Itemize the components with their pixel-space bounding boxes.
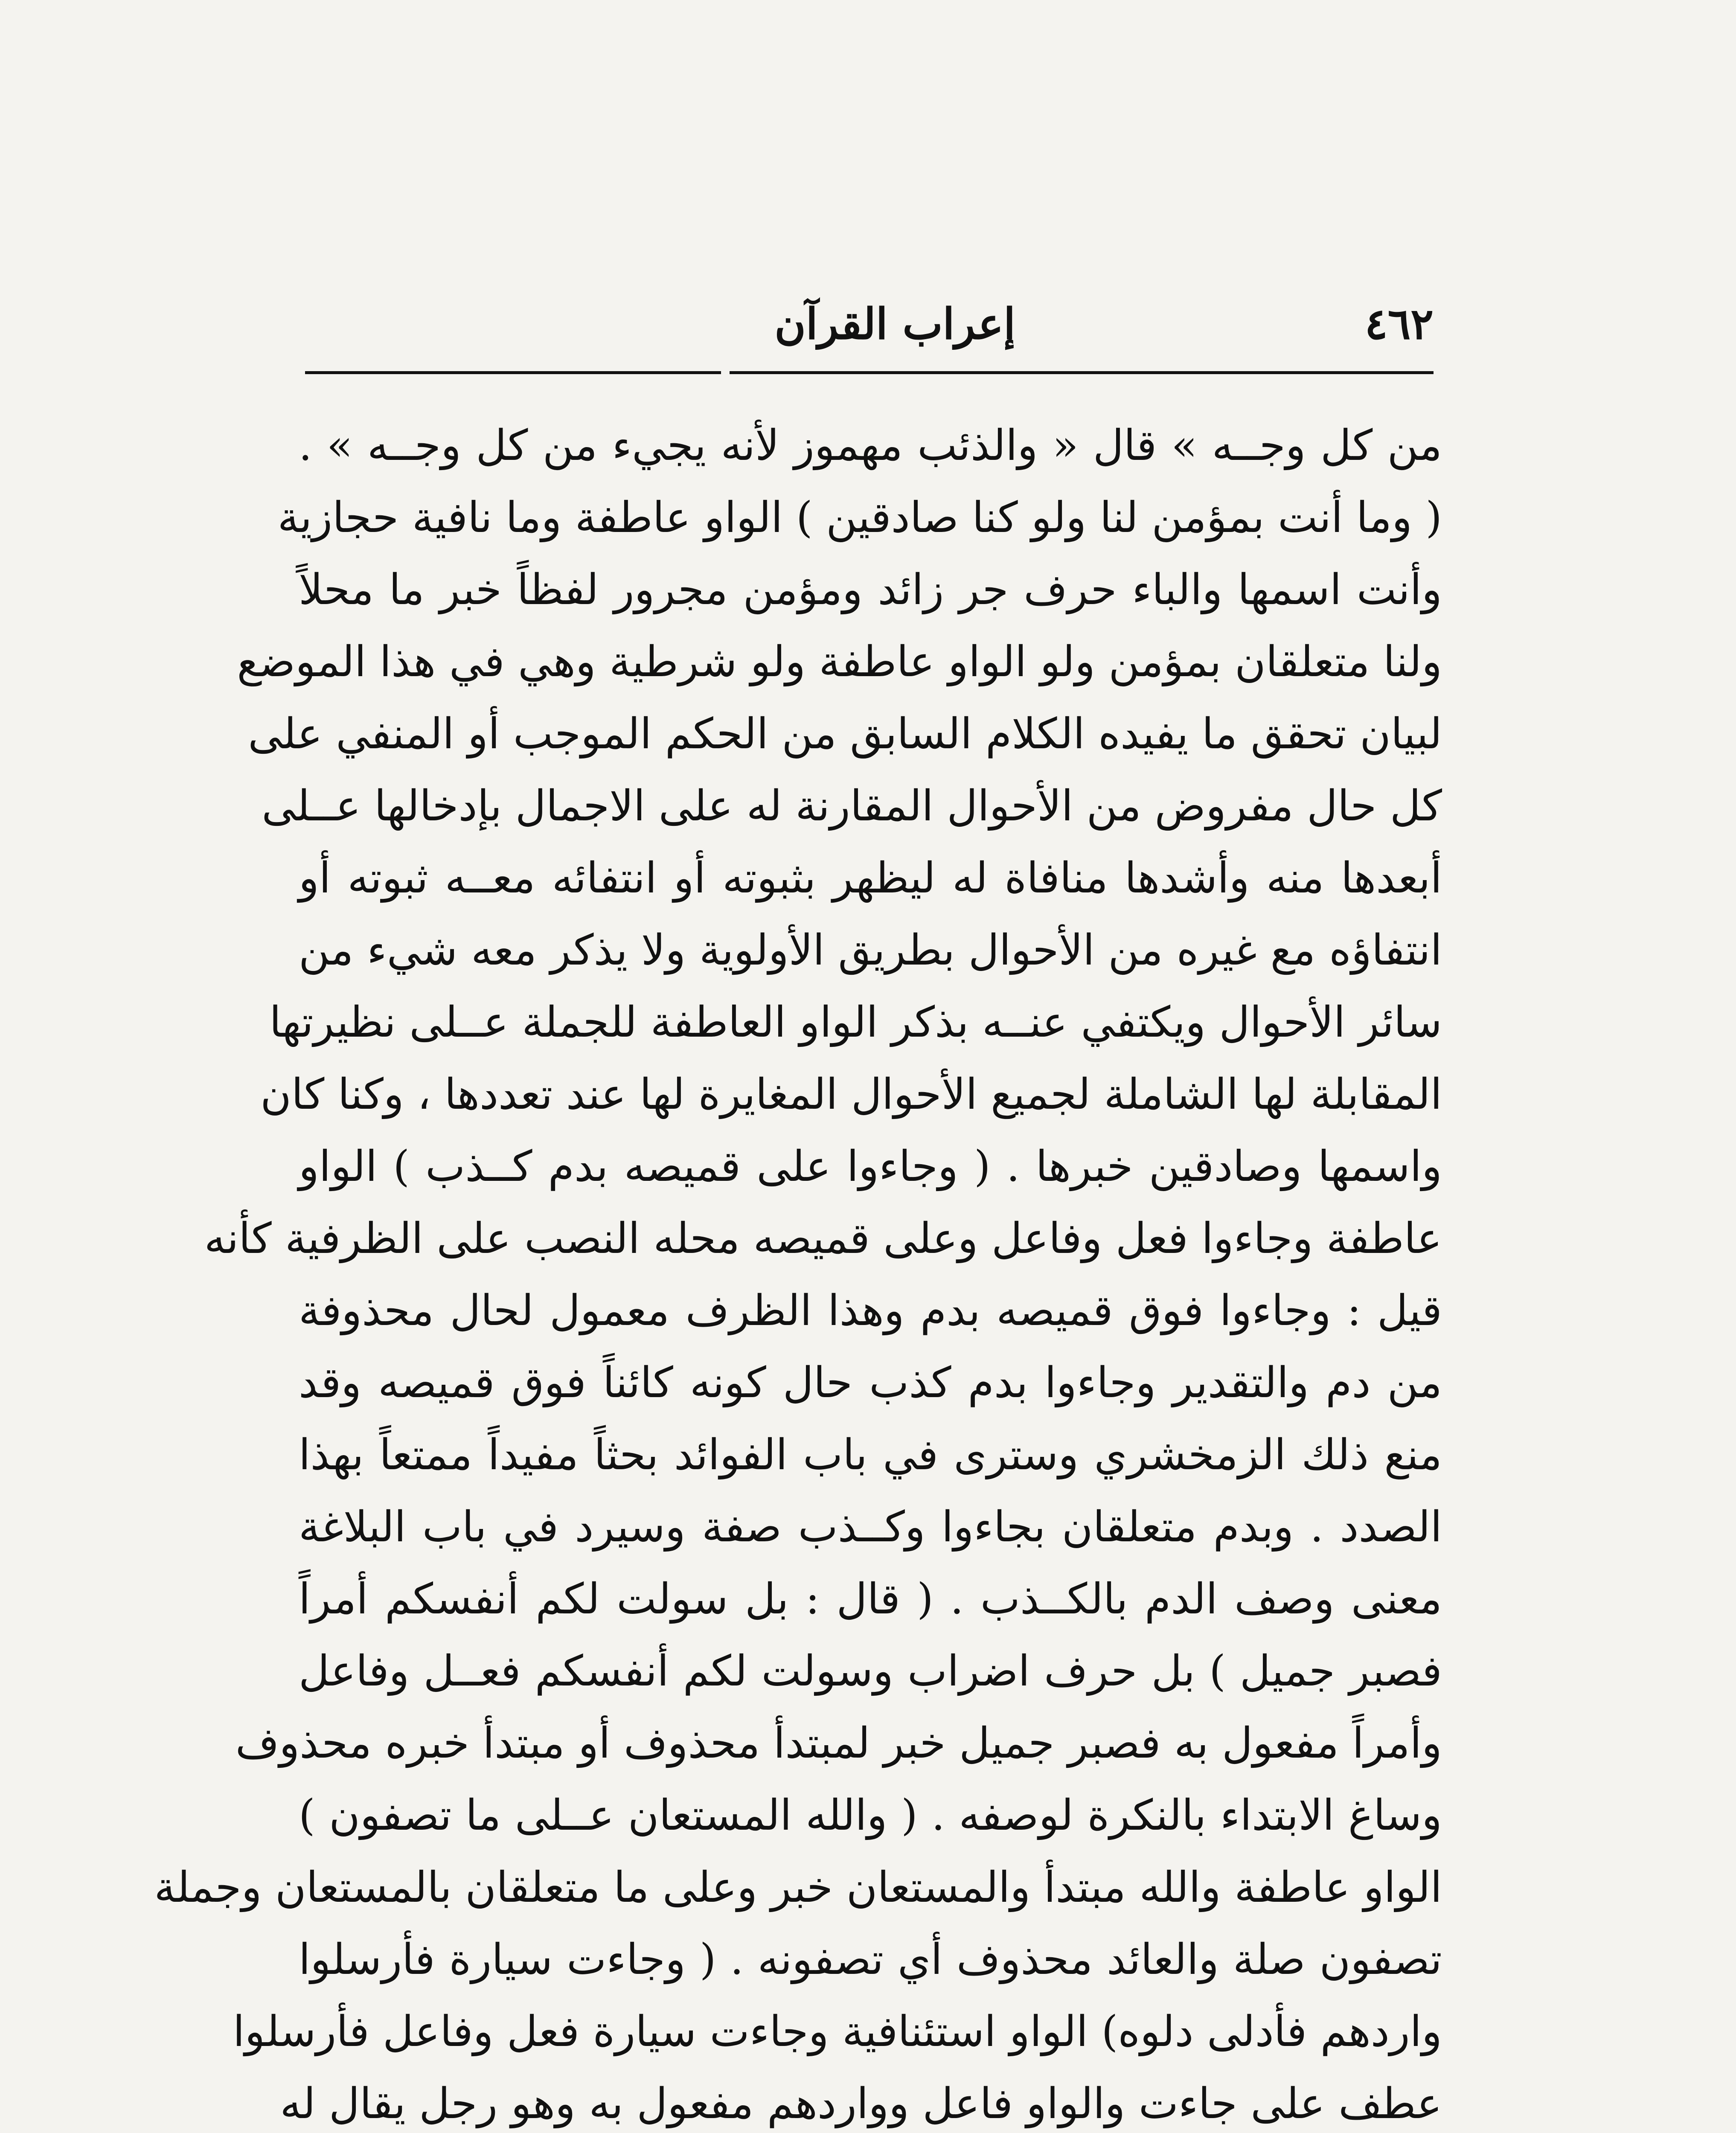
page-header: [299, 294, 1442, 363]
text-line: واردهم فأدلى دلوه) الواو استئنافية وجاءت سيارة فعل وفاعل فأرسلوا: [233, 2007, 1442, 2056]
text-line: أبعدها منه وأشدها منافاة له ليظهر بثبوته أو انتفائه معــه ثبوته أو: [299, 854, 1442, 903]
text-line: واسمها وصادقين خبرها . ( وجاءوا على قميصه بدم كــذب ) الواو: [299, 1142, 1442, 1191]
page-number: ٤٦٢: [1364, 299, 1434, 349]
header-rule-right: [730, 371, 1434, 374]
running-title: إعراب القرآن: [774, 299, 1015, 349]
text-line: وساغ الابتداء بالنكرة لوصفه . ( والله المستعان عــلى ما تصفون ): [299, 1791, 1442, 1840]
text-line: وأمراً مفعول به فصبر جميل خبر لمبتدأ محذوف أو مبتدأ خبره محذوف: [235, 1719, 1442, 1768]
body-text: [154, 410, 1442, 2133]
text-line: ولنا متعلقان بمؤمن ولو الواو عاطفة ولو شرطية وهي في هذا الموضع: [237, 637, 1442, 686]
text-line: معنى وصف الدم بالكــذب . ( قال : بل سولت لكم أنفسكم أمراً: [299, 1575, 1442, 1624]
text-line: سائر الأحوال ويكتفي عنــه بذكر الواو العاطفة للجملة عــلى نظيرتها: [269, 998, 1442, 1047]
text-line: ( وما أنت بمؤمن لنا ولو كنا صادقين ) الواو عاطفة وما نافية حجازية: [277, 493, 1442, 542]
text-line: من كل وجــه » قال « والذئب مهموز لأنه يجيء من كل وجــه » .: [299, 421, 1442, 470]
text-line: المقابلة لها الشاملة لجميع الأحوال المغايرة لها عند تعددها ، وكنا كان: [260, 1070, 1442, 1119]
text-line: الصدد . وبدم متعلقان بجاءوا وكــذب صفة وسيرد في باب البلاغة: [299, 1502, 1442, 1552]
text-line: من دم والتقدير وجاءوا بدم كذب حال كونه كائناً فوق قميصه وقد: [299, 1358, 1442, 1407]
text-line: وأنت اسمها والباء حرف جر زائد ومؤمن مجرور لفظاً خبر ما محلاً: [299, 565, 1442, 614]
text-line: منع ذلك الزمخشري وسترى في باب الفوائد بحثاً مفيداً ممتعاً بهذا: [299, 1430, 1442, 1479]
header-rule-left: [305, 371, 721, 374]
text-line: انتفاؤه مع غيره من الأحوال بطريق الأولوية ولا يذكر معه شيء من: [299, 926, 1442, 975]
text-line: قيل : وجاءوا فوق قميصه بدم وهذا الظرف معمول لحال محذوفة: [299, 1286, 1442, 1335]
text-line: لبيان تحقق ما يفيده الكلام السابق من الحكم الموجب أو المنفي على: [248, 709, 1442, 758]
text-line: كل حال مفروض من الأحوال المقارنة له على الاجمال بإدخالها عــلى: [262, 782, 1442, 831]
text-line: تصفون صلة والعائد محذوف أي تصفونه . ( وجاءت سيارة فأرسلوا: [299, 1935, 1442, 1984]
text-line: عاطفة وجاءوا فعل وفاعل وعلى قميصه محله النصب على الظرفية كأنه: [204, 1214, 1442, 1263]
text-line: الواو عاطفة والله مبتدأ والمستعان خبر وعلى ما متعلقان بالمستعان وجملة: [154, 1863, 1442, 1912]
text-line: عطف على جاءت والواو فاعل وواردهم مفعول به وهو رجل يقال له: [280, 2079, 1442, 2128]
text-line: فصبر جميل ) بل حرف اضراب وسولت لكم أنفسكم فعــل وفاعل: [299, 1647, 1442, 1696]
